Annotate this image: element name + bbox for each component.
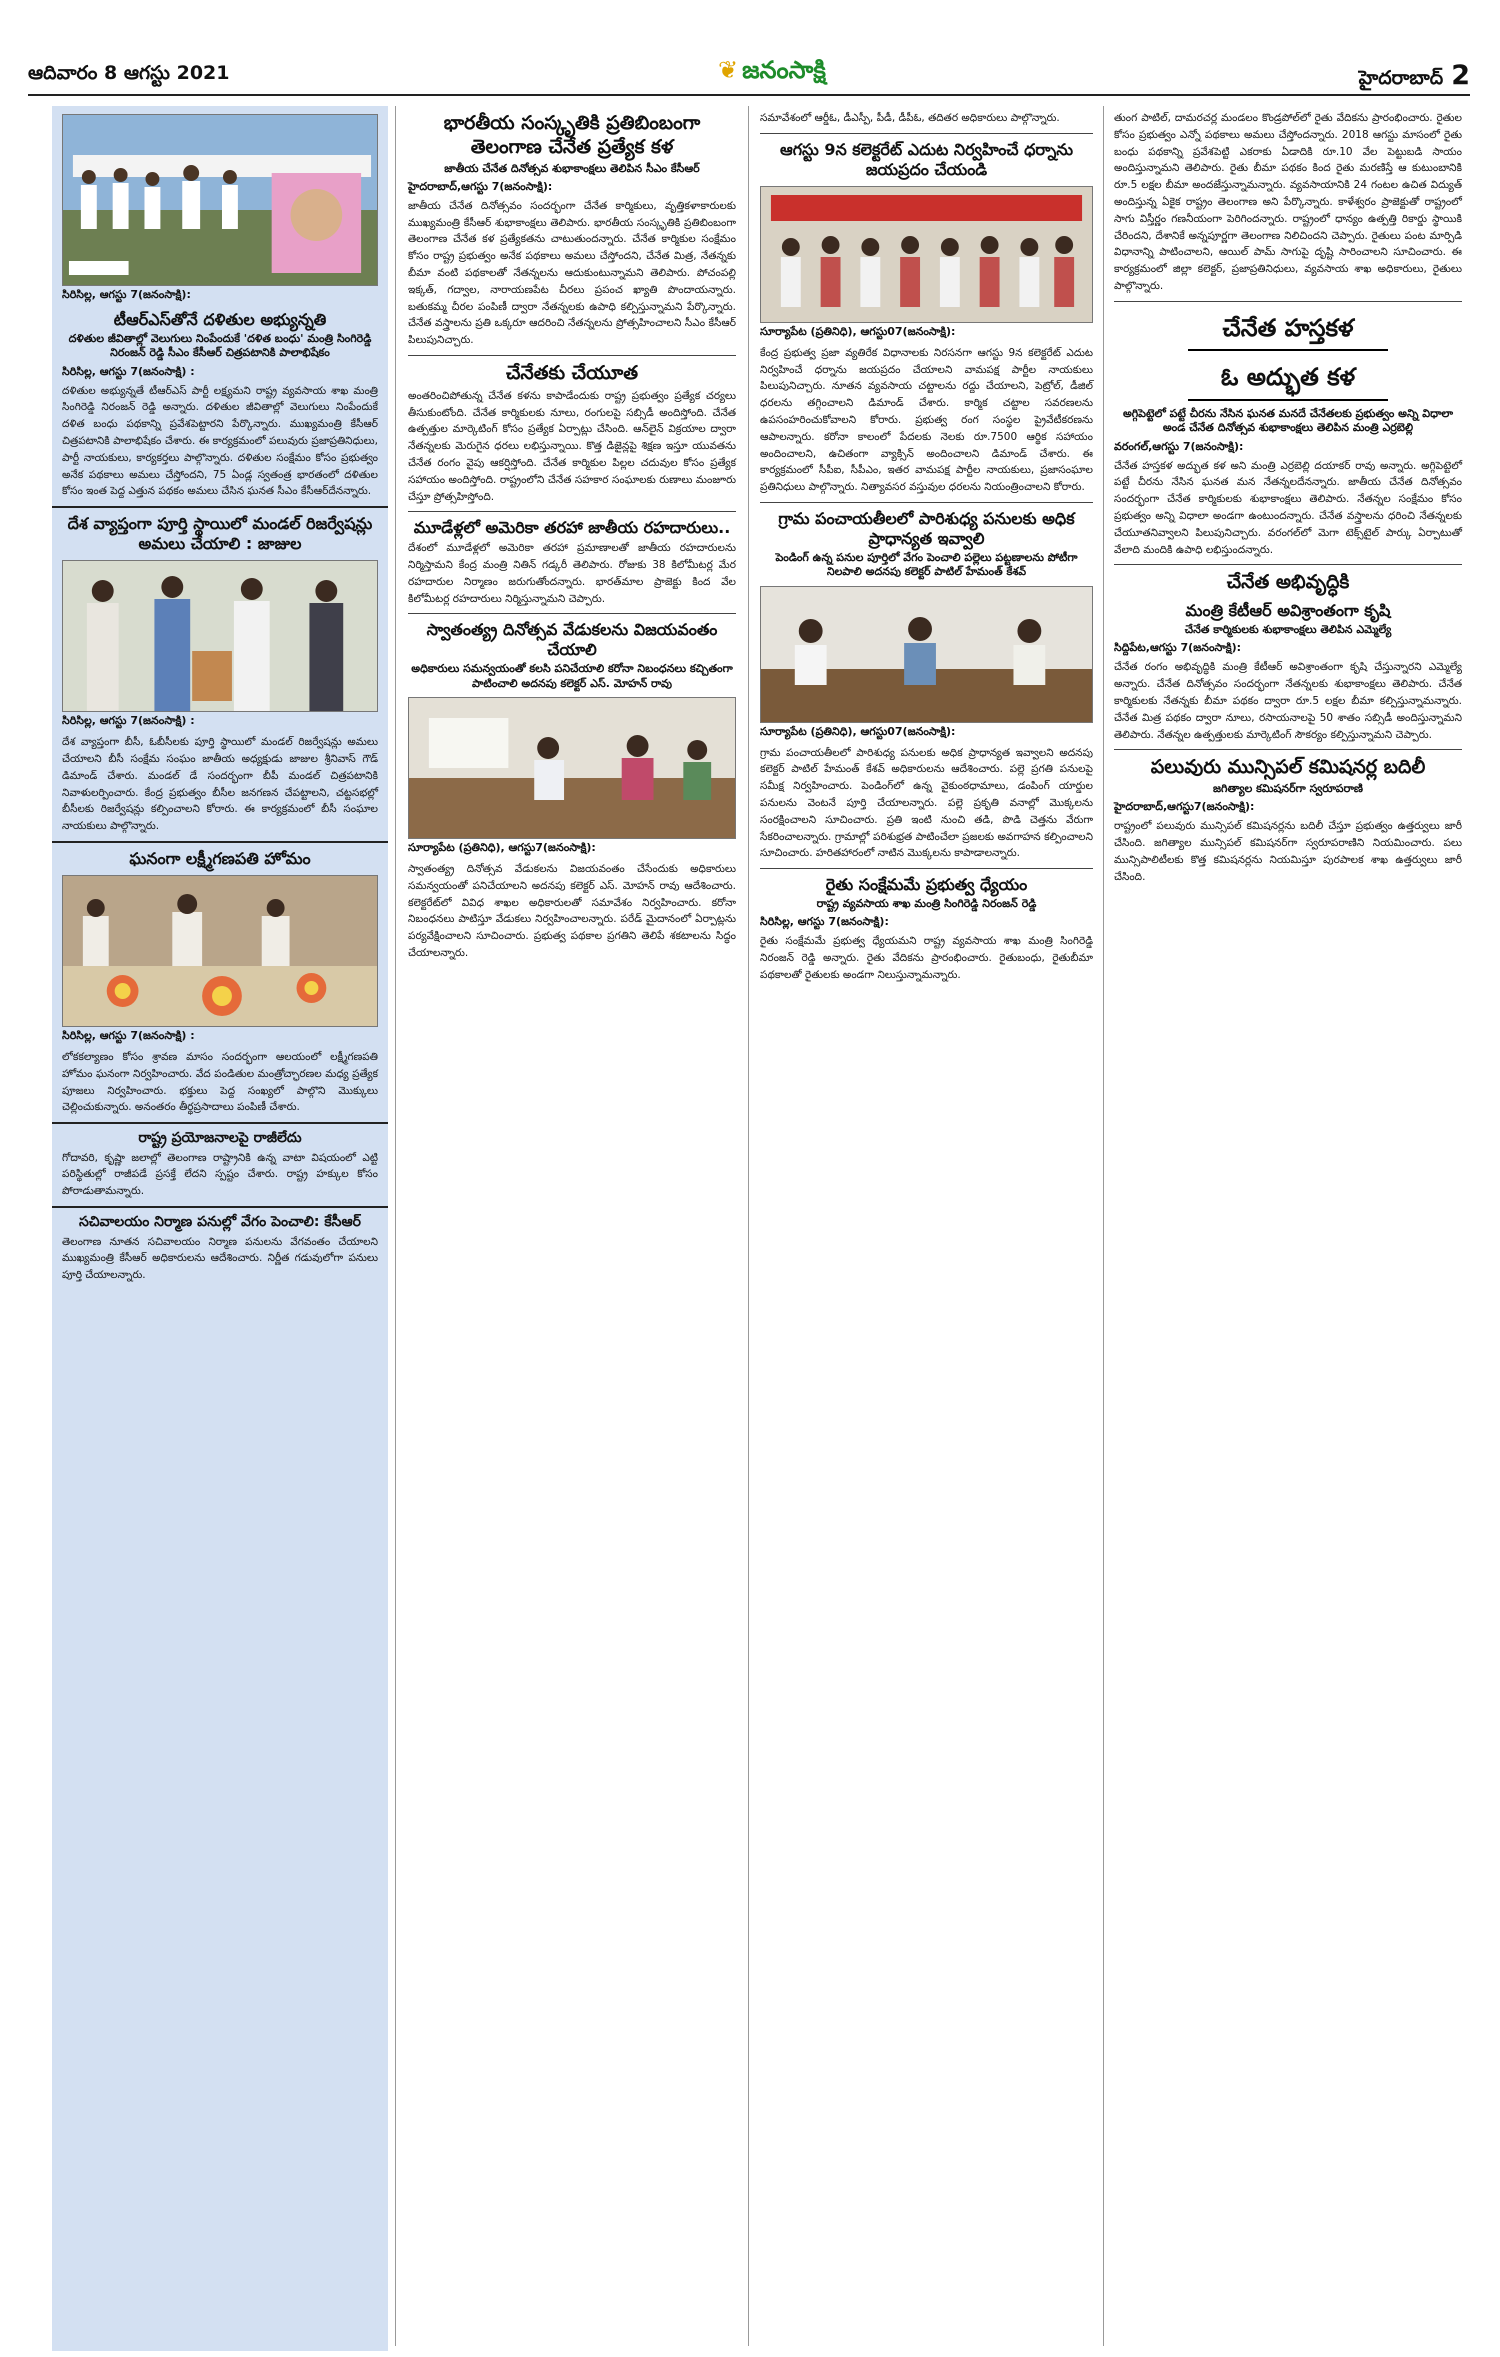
meeting-photo	[408, 697, 736, 839]
masthead-rule	[28, 94, 1470, 96]
section-divider	[1114, 301, 1462, 302]
column-divider	[1103, 106, 1104, 2346]
headline-secretariat: సచివాలయం నిర్మాణ పనుల్లో వేగం పెంచాలి: కేసీఆర్	[79, 1214, 361, 1231]
headline-mandal-reservations: దేశ వ్యాప్తంగా పూర్తి స్థాయిలో మండల్ రిజర్వేషన్లు అమలు చేయాలి : జాజుల	[67, 514, 373, 554]
subhead-handloom: అగ్గిపెట్టెలో పట్టే చీరను నేసిన ఘనత మనదే చేనేతలకు ప్రభుత్వం అన్ని విధాలా అండ చేనేత దినోత్సవ శుభాకాంక్షలు తెలిపిన మంత్రి ఎర్రబెల్లి	[1122, 406, 1454, 435]
photo-caption: సూర్యాపేట (ప్రతినిధి), ఆగస్టు7(జనంసాక్షి):	[408, 841, 596, 855]
photo-caption: సిరిసిల్ల, ఆగస్టు 7(జనంసాక్షి) :	[62, 714, 195, 728]
subhead-jagtial: జగిత్యాల కమిషనర్‌గా స్వరూపరాణి	[1213, 782, 1363, 796]
column-4	[1108, 106, 1468, 2351]
review-meeting-photo-image	[761, 587, 1092, 722]
dateline: సిద్దిపేట,ఆగస్టు 7(జనంసాక్షి):	[1114, 641, 1242, 655]
column-3	[754, 106, 1099, 2351]
rally-photo	[62, 114, 378, 286]
section-divider	[760, 868, 1093, 869]
banner-line-2: ఓ అద్భుత కళ	[1220, 363, 1356, 392]
headline-state-interests: రాష్ట్ర ప్రయోజనాలపై రాజీలేదు	[138, 1130, 302, 1147]
headline-independence-day: స్వాతంత్య్ర దినోత్సవ వేడుకలను విజయవంతం చేయాలి	[426, 620, 718, 660]
page-number: 2	[1451, 60, 1470, 91]
photo-caption: సూర్యాపేట (ప్రతినిధి), ఆగస్టు07(జనంసాక్షి):	[760, 724, 956, 738]
column-1	[52, 106, 388, 2351]
paper-logo	[718, 56, 826, 90]
subhead-officials: అధికారులు సమన్వయంతో కలసి పనిచేయాలి కరోనా నిబంధనలు కచ్చితంగా పాటించాలి అదనపు కలెక్టర్ ఎస్. మోహన్ రావు	[411, 662, 733, 690]
article-body: చేనేత హస్తకళ అద్భుత కళ అని మంత్రి ఎర్రబెల్లి దయాకర్ రావు అన్నారు. అగ్గిపెట్టెలో పట్టే చీరను నేసిన ఘనత మన నేతన్నలదేనన్నారు. జాతీయ చేనేత దినోత్సవం సందర్భంగా చేనేత కార్మికులకు శుభాకాంక్షలు తెలిపారు. నేతన్నల సంక్షేమం కోసం ప్రభుత్వం అన్ని విధాలా అండగా ఉంటుందన్నారు. చేనేత వస్త్రాలను ధరించి నేతన్నలకు చేయూతనివ్వాలని పిలుపునిచ్చారు. వరంగల్‌లో మెగా టెక్స్‌టైల్ పార్కు ఏర్పాటుతో వేలాది మందికి ఉపాధి లభిస్తుందన్నారు.	[1114, 459, 1462, 556]
dateline: హైదరాబాద్,ఆగస్టు 7(జనంసాక్షి):	[408, 179, 553, 193]
article-body: రైతు సంక్షేమమే ప్రభుత్వ ధ్యేయమని రాష్ట్ర వ్యవసాయ శాఖ మంత్రి సింగిరెడ్డి నిరంజన్ రెడ్డి అన్నారు. రైతు వేదికను ప్రారంభించారు. రైతుబంధు, రైతుబీమా పథకాలతో రైతులకు అండగా నిలుస్తున్నామన్నారు.	[760, 935, 1093, 982]
dateline: వరంగల్,ఆగస్టు 7(జనంసాక్షి):	[1114, 439, 1244, 453]
leaf-icon: ❦	[718, 56, 739, 84]
subhead-pending-works: పెండింగ్ ఉన్న పనుల పూర్తిలో వేగం పెంచాలి పల్లెలు పట్టణాలను పోటీగా నిలపాలి అదనపు కలెక్టర్ పాటిల్ హేమంత్ కేశవ్	[775, 550, 1078, 579]
photo-caption: సిరిసిల్ల, ఆగస్టు 7(జనంసాక్షి):	[62, 288, 191, 301]
subhead-dalit-bandhu: దళితుల జీవితాల్లో వెలుగులు నింపేందుకే 'దళిత బంధు' మంత్రి సింగిరెడ్డి నిరంజన్ రెడ్డి సీఎం కేసీఆర్ చిత్రపటానికి పాలాభిషేకం	[68, 332, 372, 360]
article-body: సమావేశంలో ఆర్డీఓ, డీఎస్పీ, పీడీ, డీపీఓ, తదితర అధికారులు పాల్గొన్నారు.	[760, 112, 1060, 124]
section-divider	[1114, 749, 1462, 750]
article-body: జాతీయ చేనేత దినోత్సవం సందర్భంగా చేనేత కార్మికులు, వృత్తికళాకారులకు ముఖ్యమంత్రి కేసీఆర్ శుభాకాంక్షలు తెలిపారు. భారతీయ సంస్కృతికి ప్రతిబింబంగా తెలంగాణ చేనేత కళ ప్రత్యేకతను చాటుతుందన్నారు. చేనేత కార్మికుల సంక్షేమం కోసం రాష్ట్ర ప్రభుత్వం అనేక పథకాలు అమలు చేస్తోందని, చేనేత మిత్ర, నేతన్నకు బీమా వంటి పథకాలతో నేతన్నలను ఆదుకుంటున్నామని తెలిపారు. పోచంపల్లి ఇక్కత్, గద్వాల, నారాయణపేట చీరలు ప్రపంచ ఖ్యాతి పొందాయన్నారు. బతుకమ్మ చీరల పంపిణీ ద్వారా నేతన్నలకు ఉపాధి కల్పిస్తున్నామని పేర్కొన్నారు. చేనేత వస్త్రాలను ప్రతి ఒక్కరూ ఆదరించి నేతన్నలను ప్రోత్సహించాలని సీఎం కేసీఆర్ పిలుపునిచ్చారు.	[408, 199, 736, 347]
section-divider	[408, 355, 736, 356]
dharna-photo	[760, 186, 1093, 323]
review-meeting-photo	[760, 586, 1093, 723]
city-name: హైదరాబాద్	[1358, 67, 1444, 89]
issue-date: ఆదివారం 8 ఆగస్టు 2021	[28, 62, 230, 84]
headline-ganapati-homam: ఘనంగా లక్ష్మీగణపతి హోమం	[129, 848, 311, 868]
headline-handloom-development: చేనేత అభివృద్ధికి	[1226, 571, 1350, 594]
rally-photo-image	[63, 115, 377, 285]
section-divider	[52, 506, 388, 508]
column-divider	[748, 106, 749, 2346]
section-divider	[52, 1206, 388, 1208]
section-divider	[52, 841, 388, 843]
article-body: దేశ వ్యాప్తంగా బీసీ, ఓబీసీలకు పూర్తి స్థాయిలో మండల్ రిజర్వేషన్లు అమలు చేయాలని బీసీ సంక్షేమ సంఘం జాతీయ అధ్యక్షుడు జాజుల శ్రీనివాస్ గౌడ్ డిమాండ్ చేశారు. మండల్ డే సందర్భంగా బీపీ మండల్ చిత్రపటానికి నివాళులర్పించారు. కేంద్ర ప్రభుత్వం బీసీల జనగణన చేపట్టాలని, చట్టసభల్లో బీసీలకు రిజర్వేషన్లు కల్పించాలని కోరారు. ఈ కార్యక్రమంలో బీసీ సంఘాల నాయకులు పాల్గొన్నారు.	[62, 736, 378, 833]
article-body: దేశంలో మూడేళ్లలో అమెరికా తరహా ప్రమాణాలతో జాతీయ రహదారులను నిర్మిస్తామని కేంద్ర మంత్రి నితిన్ గడ్కరీ తెలిపారు. రోజుకు 38 కిలోమీటర్ల మేర రహదారుల నిర్మాణం జరుగుతోందన్నారు. భారత్‌మాల ప్రాజెక్టు కింద వేల కిలోమీటర్ల రహదారులు నిర్మిస్తున్నామని చెప్పారు.	[408, 542, 736, 605]
banner-line-1: చేనేత హస్తకళ	[1222, 313, 1354, 342]
homam-photo-image	[63, 876, 377, 1026]
dateline: సిరిసిల్ల, ఆగస్టు 7(జనంసాక్షి) :	[62, 364, 195, 378]
article-body: అంతరించిపోతున్న చేనేత కళను కాపాడేందుకు రాష్ట్ర ప్రభుత్వం ప్రత్యేక చర్యలు తీసుకుంటోంది. చేనేత కార్మికులకు నూలు, రంగులపై సబ్సిడీ అందిస్తోంది. చేనేత ఉత్పత్తుల మార్కెటింగ్ కోసం ప్రత్యేక ఏర్పాట్లు చేసింది. ఆన్‌లైన్ విక్రయాల ద్వారా నేతన్నలకు మెరుగైన ధరలు లభిస్తున్నాయి. కొత్త డిజైన్లపై శిక్షణ ఇస్తూ యువతను చేనేత రంగం వైపు ఆకర్షిస్తోంది. చేనేత కార్మికుల పిల్లల చదువుల కోసం ప్రత్యేక సహాయం అందిస్తోంది. రాష్ట్రంలోని చేనేత సహకార సంఘాలకు రుణాలు మంజూరు చేస్తూ ప్రోత్సహిస్తోంది.	[408, 389, 736, 503]
logo-text: జనంసాక్షి	[742, 56, 826, 84]
headline-highways: మూడేళ్లలో అమెరికా తరహా జాతీయ రహదారులు..	[413, 518, 731, 538]
masthead	[28, 54, 1470, 94]
section-divider	[408, 511, 736, 512]
article-body: దళితుల అభ్యున్నతే టీఆర్ఎస్ పార్టీ లక్ష్యమని రాష్ట్ర వ్యవసాయ శాఖ మంత్రి సింగిరెడ్డి నిరంజన్ రెడ్డి అన్నారు. దళితుల జీవితాల్లో వెలుగులు నింపేందుకే దళిత బంధు పథకాన్ని ప్రవేశపెట్టారని పేర్కొన్నారు. ముఖ్యమంత్రి కేసీఆర్ చిత్రపటానికి పాలాభిషేకం చేశారు. ఈ కార్యక్రమంలో పలువురు ప్రజాప్రతినిధులు, పార్టీ నాయకులు, కార్యకర్తలు పాల్గొన్నారు. దళితుల సంక్షేమం కోసం ప్రభుత్వం అనేక పథకాలు అమలు చేస్తోందని, 75 ఏండ్ల స్వతంత్ర భారతంలో దళితుల కోసం ఇంత పెద్ద ఎత్తున పథకం అమలు చేసిన ఘనత సీఎం కేసీఆర్‌దేనన్నారు.	[62, 384, 378, 498]
column-divider	[395, 106, 396, 2346]
article-body: లోకకల్యాణం కోసం శ్రావణ మాసం సందర్భంగా ఆలయంలో లక్ష్మీగణపతి హోమం ఘనంగా నిర్వహించారు. వేద పండితుల మంత్రోచ్ఛారణల మధ్య ప్రత్యేక పూజలు నిర్వహించారు. భక్తులు పెద్ద సంఖ్యలో పాల్గొని మొక్కులు చెల్లించుకున్నారు. అనంతరం తీర్థప్రసాదాలు పంపిణీ చేశారు.	[62, 1050, 378, 1114]
section-divider	[408, 613, 736, 614]
headline-ktr-efforts: మంత్రి కేటీఆర్ అవిశ్రాంతంగా కృషి	[1185, 601, 1391, 621]
column-2	[402, 106, 742, 2351]
photo-caption: సూర్యాపేట (ప్రతినిధి), ఆగస్టు07(జనంసాక్షి):	[760, 324, 956, 338]
article-body: తెలంగాణ నూతన సచివాలయం నిర్మాణ పనులను వేగవంతం చేయాలని ముఖ్యమంత్రి కేసీఆర్ అధికారులను ఆదేశించారు. నిర్ణీత గడువులోగా పనులు పూర్తి చేయాలన్నారు.	[62, 1235, 378, 1282]
dharna-photo-image	[761, 187, 1092, 322]
subhead-cm-greetings: జాతీయ చేనేత దినోత్సవ శుభాకాంక్షలు తెలిపిన సీఎం కేసీఆర్	[444, 161, 700, 175]
headline-handloom-support: చేనేతకు చేయూత	[505, 361, 638, 384]
homam-photo	[62, 875, 378, 1027]
article-body: గ్రామ పంచాయతీలలో పారిశుధ్య పనులకు అధిక ప్రాధాన్యత ఇవ్వాలని అదనపు కలెక్టర్ పాటిల్ హేమంత్ కేశవ్ అధికారులను ఆదేశించారు. పల్లె ప్రగతి పనులపై సమీక్ష నిర్వహించారు. పెండింగ్‌లో ఉన్న వైకుంఠధామాలు, డంపింగ్ యార్డుల పనులను వెంటనే పూర్తి చేయాలన్నారు. పల్లె ప్రకృతి వనాల్లో మొక్కలను సంరక్షించాలని సూచించారు. ప్రతి ఇంటి నుంచి తడి, పొడి చెత్తను వేరుగా సేకరించాలన్నారు. గ్రామాల్లో పరిశుభ్రత పాటించేలా ప్రజలకు అవగాహన కల్పించాలని సూచించారు. హరితహారంలో నాటిన మొక్కలను కాపాడాలన్నారు.	[760, 746, 1093, 860]
headline-handloom-art: భారతీయ సంస్కృతికి ప్రతిబింబంగా తెలంగాణ చేనేత ప్రత్యేక కళ	[443, 112, 701, 158]
headline-farmer-welfare: రైతు సంక్షేమమే ప్రభుత్వ ధ్యేయం	[825, 875, 1028, 895]
group-photo	[62, 560, 378, 712]
article-body: తుంగ పాటిల్, దామరచర్ల మండలం కొండ్రపోల్‌లో రైతు వేదికను ప్రారంభించారు. రైతుల కోసం ప్రభుత్వం ఎన్నో పథకాలు అమలు చేస్తోందన్నారు. 2018 ఆగస్టు మాసంలో రైతు బంధు పథకాన్ని ప్రవేశపెట్టి ఎకరాకు ఏడాదికి రూ.10 వేల పెట్టుబడి సాయం అందిస్తున్నామని తెలిపారు. రైతు బీమా పథకం కింద రైతు మరణిస్తే ఆ కుటుంబానికి రూ.5 లక్షల బీమా అందజేస్తున్నామన్నారు. వ్యవసాయానికి 24 గంటల ఉచిత విద్యుత్ అందిస్తున్న ఏకైక రాష్ట్రం తెలంగాణ అని పేర్కొన్నారు. కాళేశ్వరం ప్రాజెక్టుతో రాష్ట్రంలో సాగు విస్తీర్ణం గణనీయంగా పెరిగిందన్నారు. రాష్ట్రంలో ధాన్యం ఉత్పత్తి రికార్డు స్థాయికి చేరిందని, దేశానికే అన్నపూర్ణగా తెలంగాణ నిలిచిందని చెప్పారు. రైతులు పంట మార్పిడి విధానాన్ని పాటించాలని, ఆయిల్ పామ్ సాగుపై దృష్టి సారించాలని సూచించారు. ఈ కార్యక్రమంలో జిల్లా కలెక్టర్, ప్రజాప్రతినిధులు, వ్యవసాయ శాఖ అధికారులు, రైతులు పాల్గొన్నారు.	[1114, 112, 1462, 292]
article-body: రాష్ట్రంలో పలువురు మున్సిపల్ కమిషనర్లను బదిలీ చేస్తూ ప్రభుత్వం ఉత్తర్వులు జారీ చేసింది. జగిత్యాల మున్సిపల్ కమిషనర్‌గా స్వరూపరాణిని నియమించారు. పలు మున్సిపాలిటీలకు కొత్త కమిషనర్లను నియమిస్తూ పురపాలక శాఖ ఉత్తర్వులు జారీ చేసింది.	[1114, 820, 1462, 883]
meeting-photo-image	[409, 698, 735, 838]
banner-underline	[1188, 399, 1388, 401]
section-divider	[760, 133, 1093, 134]
article-body: చేనేత రంగం అభివృద్ధికి మంత్రి కేటీఆర్ అవిశ్రాంతంగా కృషి చేస్తున్నారని ఎమ్మెల్యే అన్నారు. చేనేత దినోత్సవం సందర్భంగా నేతన్నలకు శుభాకాంక్షలు తెలిపారు. చేనేత కార్మికులకు నేతన్నకు బీమా పథకం ద్వారా రూ.5 లక్షల బీమా కల్పిస్తున్నామన్నారు. చేనేత మిత్ర పథకం ద్వారా నూలు, రసాయనాలపై 50 శాతం సబ్సిడీ అందిస్తున్నామని తెలిపారు. నేతన్నల ఉత్పత్తులకు మార్కెటింగ్ సౌకర్యం కల్పిస్తున్నామని చెప్పారు.	[1114, 661, 1462, 741]
subhead-minister: రాష్ట్ర వ్యవసాయ శాఖ మంత్రి సింగిరెడ్డి నిరంజన్ రెడ్డి	[816, 897, 1037, 911]
subhead-mla-greetings: చేనేత కార్మికులకు శుభాకాంక్షలు తెలిపిన ఎమ్మెల్యే	[1184, 623, 1392, 637]
section-divider	[760, 502, 1093, 503]
dateline: హైదరాబాద్,ఆగస్టు7(జనంసాక్షి):	[1114, 800, 1255, 814]
section-divider	[52, 1122, 388, 1124]
article-body: గోదావరి, కృష్ణా జలాల్లో తెలంగాణ రాష్ట్రానికి ఉన్న వాటా విషయంలో ఎట్టి పరిస్థితుల్లో రాజీపడే ప్రసక్తే లేదని స్పష్టం చేశారు. రాష్ట్ర హక్కుల కోసం పోరాడుతామన్నారు.	[62, 1151, 378, 1198]
edition-label	[1359, 60, 1470, 94]
banner-underline	[1188, 349, 1388, 351]
photo-caption: సిరిసిల్ల, ఆగస్టు 7(జనంసాక్షి) :	[62, 1028, 195, 1042]
article-body: స్వాతంత్య్ర దినోత్సవ వేడుకలను విజయవంతం చేసేందుకు అధికారులు సమన్వయంతో పనిచేయాలని అదనపు కలెక్టర్ ఎస్. మోహన్ రావు ఆదేశించారు. కలెక్టరేట్‌లో వివిధ శాఖల అధికారులతో సమావేశం నిర్వహించారు. కరోనా నిబంధనలు పాటిస్తూ వేడుకలు నిర్వహించాలన్నారు. పరేడ్ మైదానంలో ఏర్పాట్లను పర్యవేక్షించాలని సూచించారు. ప్రభుత్వ పథకాల ప్రగతిని తెలిపే శకటాలను సిద్ధం చేయాలన్నారు.	[408, 863, 736, 960]
article-body: కేంద్ర ప్రభుత్వ ప్రజా వ్యతిరేక విధానాలకు నిరసనగా ఆగస్టు 9న కలెక్టరేట్ ఎదుట నిర్వహించే ధర్నాను జయప్రదం చేయాలని వామపక్ష పార్టీల నాయకులు పిలుపునిచ్చారు. నూతన వ్యవసాయ చట్టాలను రద్దు చేయాలని, పెట్రోల్, డీజిల్ ధరలను తగ్గించాలని డిమాండ్ చేశారు. కార్మిక చట్టాల సవరణలను ఉపసంహరించుకోవాలని కోరారు. ప్రభుత్వ రంగ సంస్థల ప్రైవేటీకరణను ఆపాలన్నారు. కరోనా కాలంలో పేదలకు నెలకు రూ.7500 ఆర్థిక సహాయం అందించాలని, ఉచితంగా వ్యాక్సిన్ అందించాలని డిమాండ్ చేశారు. ఈ కార్యక్రమంలో సీపీఐ, సీపీఎం, ఇతర వామపక్ష పార్టీల నాయకులు, ప్రజాసంఘాల ప్రతినిధులు పాల్గొన్నారు. నిత్యావసర వస్తువుల ధరలను నియంత్రించాలని కోరారు.	[760, 346, 1093, 494]
group-photo-image	[63, 561, 377, 711]
headline-sanitation: గ్రామ పంచాయతీలలో పారిశుధ్య పనులకు అధిక ప్రాధాన్యత ఇవ్వాలి	[778, 508, 1075, 548]
headline-dalit-welfare: టీఆర్ఎస్‌తోనే దళితుల అభ్యున్నతి	[113, 310, 327, 329]
section-divider	[1114, 564, 1462, 565]
headline-dharna: ఆగస్టు 9న కలెక్టరేట్ ఎదుట నిర్వహించే ధర్నాను జయప్రదం చేయండి	[779, 139, 1074, 179]
dateline: సిరిసిల్ల, ఆగస్టు 7(జనంసాక్షి):	[760, 915, 889, 929]
headline-commissioner-transfers: పలువురు మున్సిపల్ కమిషనర్ల బదిలీ	[1150, 756, 1426, 779]
